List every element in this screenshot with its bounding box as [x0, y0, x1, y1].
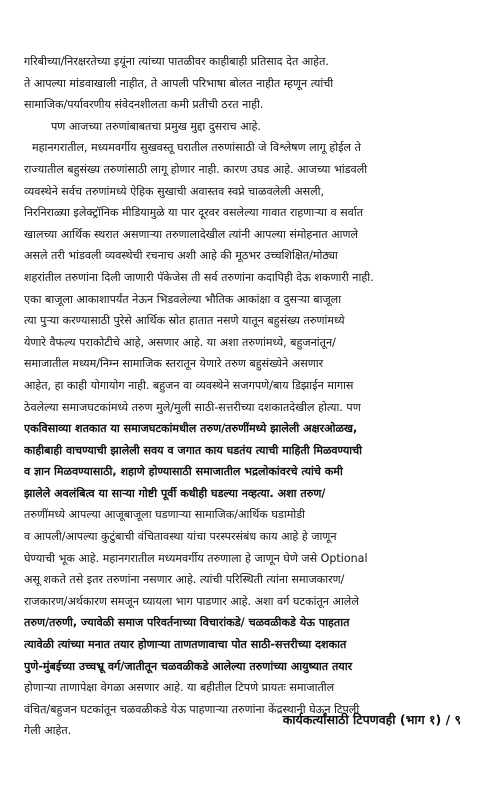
text-line: वंचित/बहुजन घटकांतून चळवळीकडे येऊ पाहणाऱ्या तरुणांना केंद्रस्थानी घेऊन टिपली — [24, 702, 360, 716]
text-line: महानगरातील, मध्यमवर्गीय सुखवस्तू घरातील तरुणांसाठी जे विश्लेषण लागू होईल ते — [32, 141, 361, 155]
text-line: गरिबीच्या/निरक्षरतेच्या इयूंना त्यांच्या पातळीवर काहीबाही प्रतिसाद देत आहेत. — [24, 55, 329, 68]
text-line-bold: पुणे-मुंबईच्या उच्चभ्रू वर्ग/जातीतून चळवळीकडे आलेल्या तरुणांच्या आयुष्यात तयार — [24, 659, 353, 673]
text-line: सामाजिक/पर्यावरणीय संवेदनशीलता कमी प्रतीची ठरत नाही. — [24, 98, 264, 112]
text-line: निरनिराळ्या इलेक्ट्रॉनिक मीडियामुळे या पार दूरवर वसलेल्या गावात राहणाऱ्या व सर्वात — [24, 206, 364, 220]
text-line: असू शकते तसे इतर तरुणांना नसणार आहे. त्यांची परिस्थिती त्यांना समाजकारण/ — [24, 573, 345, 587]
text-line: असले तरी भांडवली व्यवस्थेची रचनाच अशी आहे की मूठभर उच्चशिक्षित/मोठ्या — [24, 249, 338, 263]
text-line: त्या पुऱ्या करण्यासाठी पुरेसे आर्थिक स्रोत हातात नसणे यातून बहुसंख्य तरुणांमध्ये — [24, 314, 345, 328]
text-line-bold: काहीबाही वाचण्याची झालेली सवय व जगात काय घडतंय त्याची माहिती मिळवण्याची — [24, 443, 363, 457]
text-line: राज्यातील बहुसंख्य तरुणांसाठी लागू होणार नाही. कारण उघड आहे. आजच्या भांडवली — [24, 162, 368, 176]
text-line: तरुणींमध्ये आपल्या आजूबाजूला घडणाऱ्या सामाजिक/आर्थिक घडामोडी — [24, 508, 306, 522]
text-line: ठेवलेल्या समाजघटकांमध्ये तरुण मुले/मुली साठी-सत्तरीच्या दशकातदेखील होत्या. पण — [24, 400, 361, 414]
body-text — [24, 51, 466, 742]
text-line: समाजातील मध्यम/निम्न सामाजिक स्तरातून येणारे तरुण बहुसंख्येने असणार — [24, 357, 324, 371]
text-line: आहेत, हा काही योगायोग नाही. बहुजन वा व्यवस्थेने सजगपणे/बाय डिझाईन मागास — [24, 378, 354, 392]
text-line: पण आजच्या तरुणांबाबतचा प्रमुख मुद्दा दुसराच आहे. — [51, 119, 261, 133]
text-line: व आपली/आपल्या कुटुंबाची वंचितावस्था यांचा परस्परसंबंध काय आहे हे जाणून — [24, 530, 337, 544]
text-line: ते आपल्या मांडवाखाली नाहीत, ते आपली परिभाषा बोलत नाहीत म्हणून त्यांची — [24, 76, 334, 90]
text-line: व्यवस्थेने सर्वच तरुणांमध्ये ऐहिक सुखाची अवास्तव स्वप्ने चाळवलेली असली, — [24, 184, 324, 198]
text-line: घेण्याची भूक आहे. महानगरातील मध्यमवर्गीय तरुणाला हे जाणून घेणे जसे Optional — [24, 551, 368, 565]
text-line-bold: व ज्ञान मिळवण्यासाठी, शहाणे होण्यासाठी समाजातील भद्रलोकांवरचे त्यांचे कमी — [24, 465, 343, 479]
text-line: राजकारण/अर्थकारण समजून घ्यायला भाग पाडणार आहे. अशा वर्ग घटकांतून आलेले — [24, 594, 359, 608]
text-line: एका बाजूला आकाशापर्यंत नेऊन भिडवलेल्या भौतिक आकांक्षा व दुसऱ्या बाजूला — [24, 292, 342, 306]
text-line-bold: एकविसाव्या शतकात या समाजघटकांमधील तरुण/तरुणींमध्ये झालेली अक्षरओळख, — [24, 422, 358, 436]
text-line-bold: त्यावेळी त्यांच्या मनात तयार होणाऱ्या ताणतणावाचा पोत साठी-सत्तरीच्या दशकात — [24, 638, 347, 652]
running-footer: कार्यकर्त्यांसाठी टिपणवही (भाग १) / ९ — [282, 712, 461, 727]
text-line: शहरांतील तरुणांना दिली जाणारी पॅकेजेस ती सर्व तरुणांना कदापिही देऊ शकणारी नाही. — [24, 270, 374, 284]
text-line-bold: तरुण/तरुणी, ज्यावेळी समाज परिवर्तनाच्या विचारांकडे/ चळवळीकडे येऊ पाहतात — [24, 616, 350, 630]
text-line: खालच्या आर्थिक स्थरात असणाऱ्या तरुणालादेखील त्यांनी आपल्या संमोहनात आणले — [24, 227, 359, 241]
text-line: येणारे वैफल्य पराकोटीचे आहे, असणार आहे. या अशा तरुणांमध्ये, बहुजनांतून/ — [24, 335, 336, 349]
text-line: गेली आहेत. — [24, 724, 72, 738]
text-line: होणाऱ्या ताणापेक्षा वेगळा असणार आहे. या बहीतील टिपणे प्रायतः समाजातील — [24, 681, 335, 695]
text-line-bold: झालेले अवलंबित्व या साऱ्या गोष्टी पूर्वी कधीही घडल्या नव्हत्या. अशा तरुण/ — [24, 486, 326, 500]
